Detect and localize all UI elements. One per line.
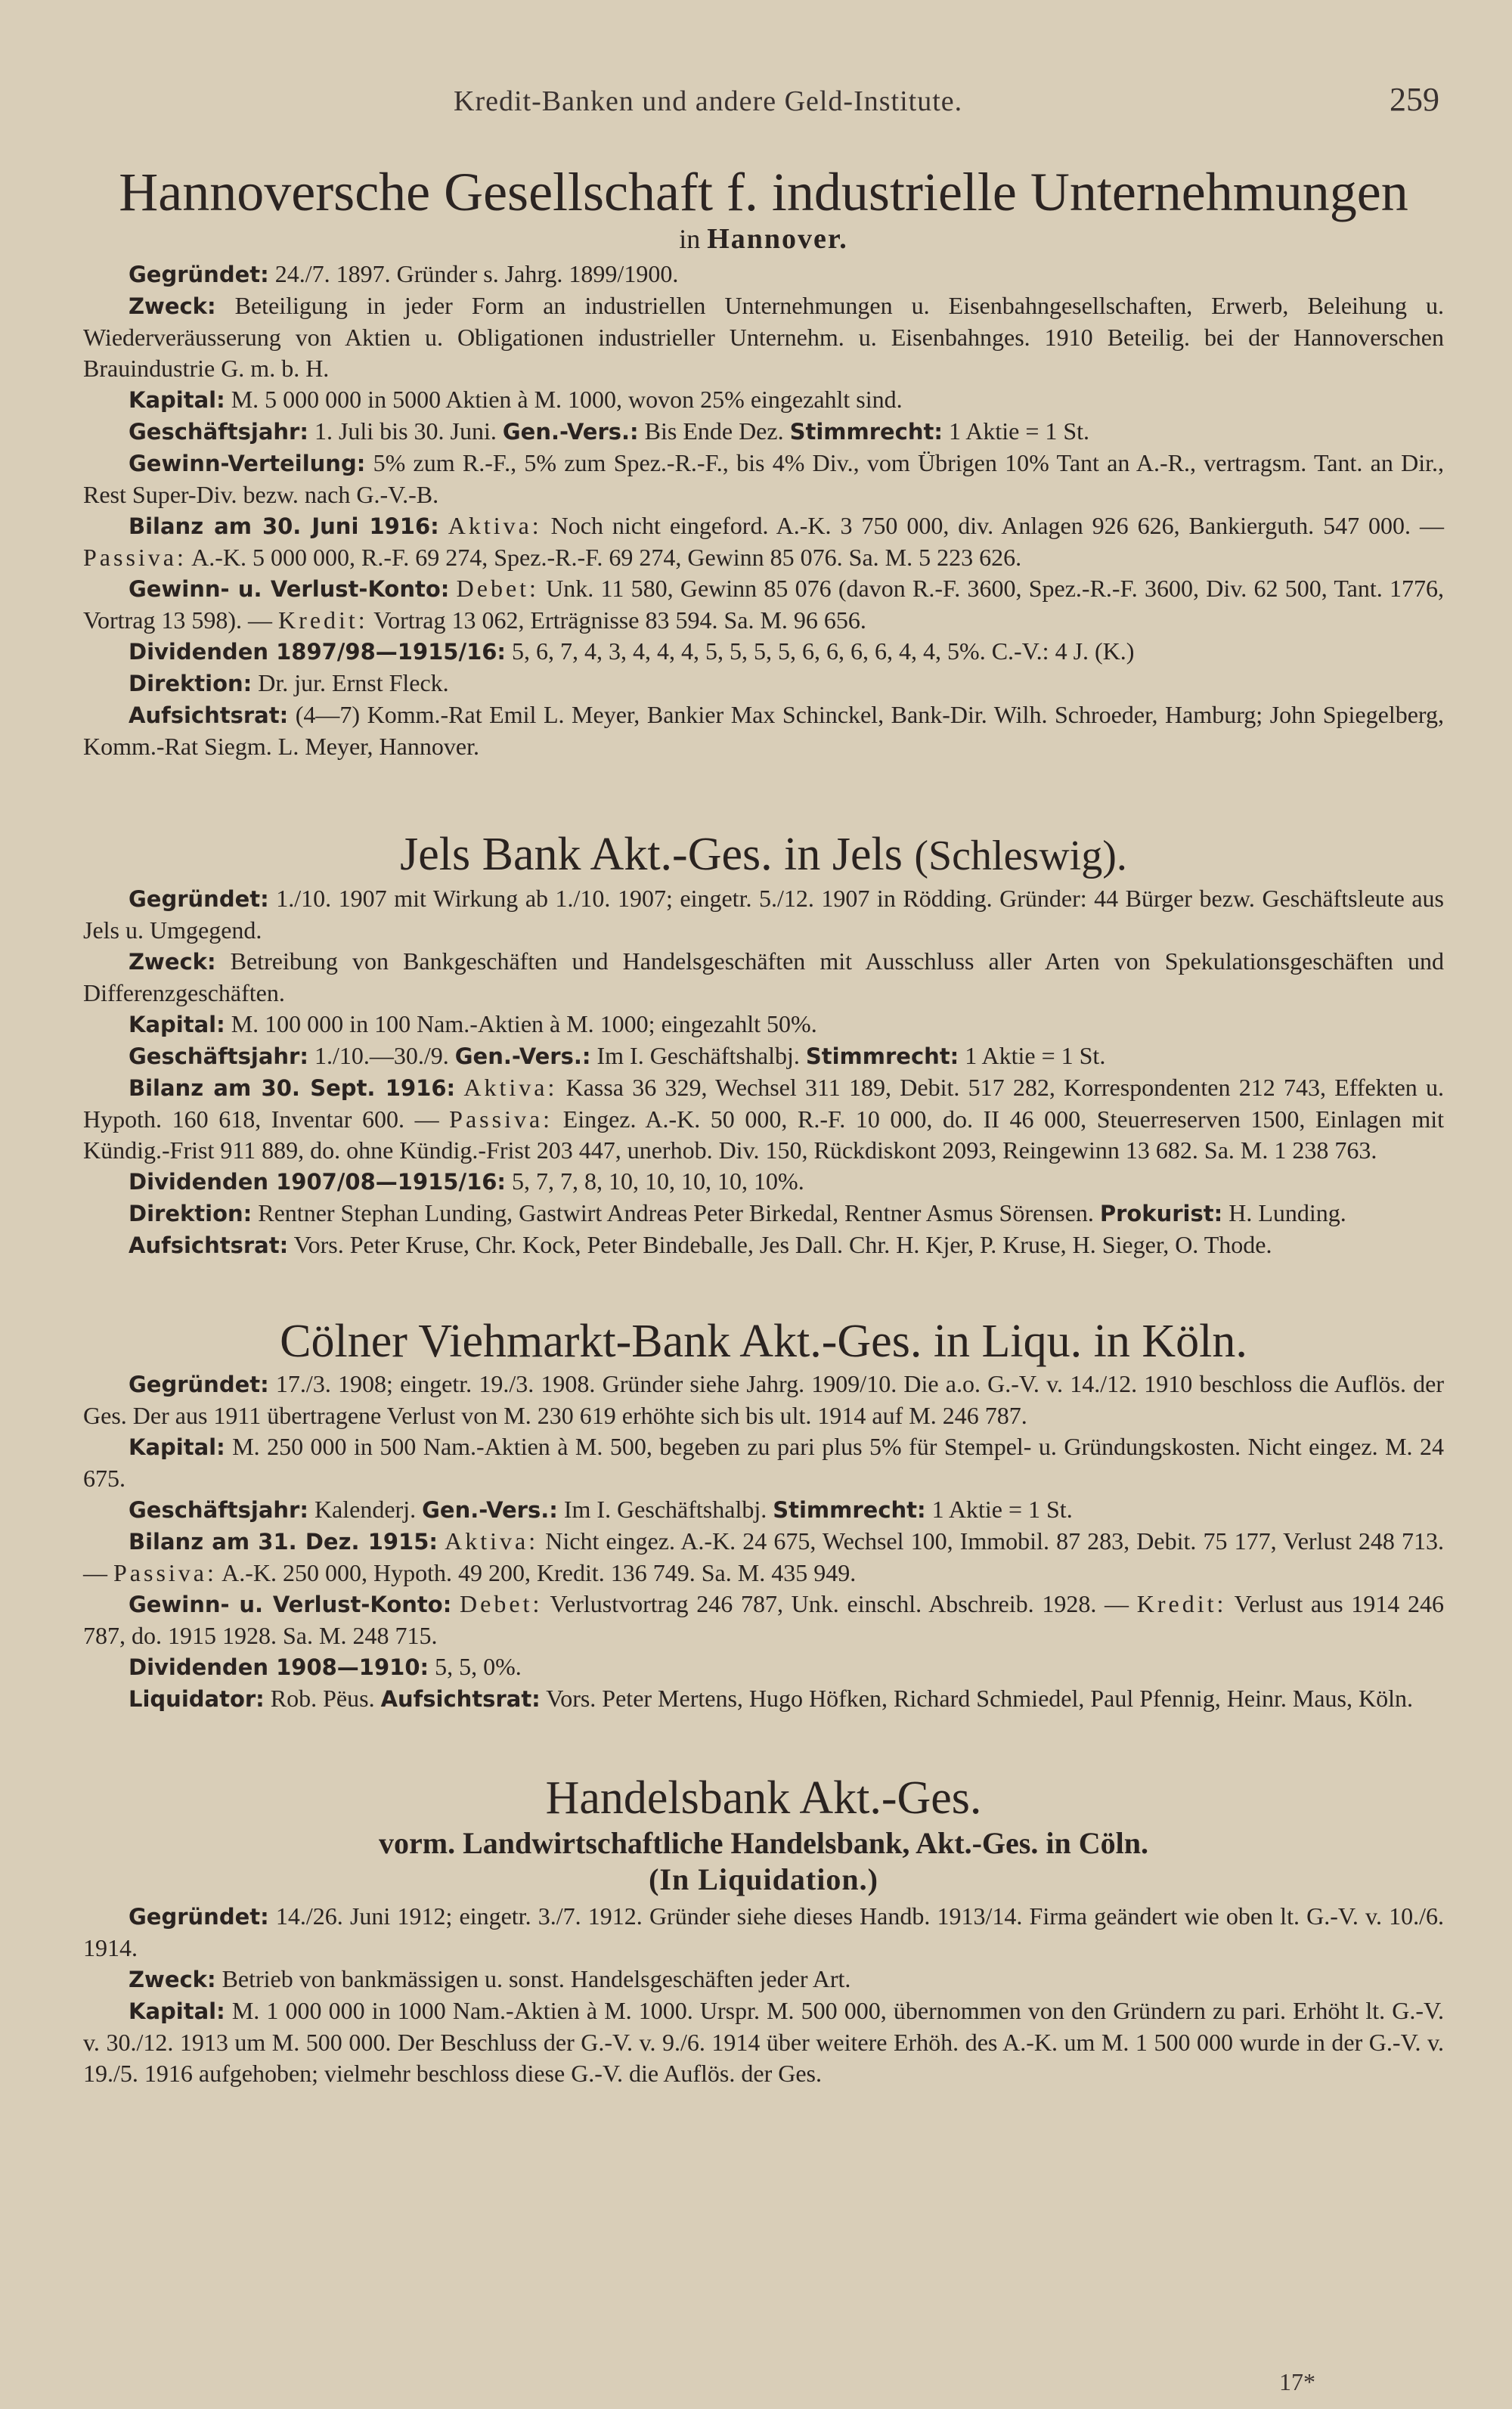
- capital: [83, 384, 1444, 416]
- founded: [83, 1901, 1444, 1964]
- balance-sheet: [83, 1526, 1444, 1589]
- value: Noch nicht eingeford. A.-K. 3 750 000, div. Anlagen 926 626, Bankierguth. 547 000. —: [550, 512, 1444, 539]
- founded: [83, 1369, 1444, 1431]
- label: Direktion:: [129, 1201, 253, 1226]
- value: Verlustvortrag 246 787, Unk. einschl. Abschreib. 1928. —: [550, 1590, 1129, 1617]
- label: Zweck:: [129, 293, 216, 319]
- value: M. 5 000 000 in 5000 Aktien à M. 1000, wovon 25% eingezahlt sind.: [231, 386, 903, 413]
- entry-status: (In Liquidation.): [649, 1862, 878, 1896]
- label: Gen.-Vers.:: [422, 1497, 558, 1523]
- label: Kapital:: [129, 1434, 225, 1460]
- label: Gewinn- u. Verlust-Konto:: [129, 576, 450, 602]
- label: Aufsichtsrat:: [129, 1232, 289, 1258]
- label: Aktiva:: [463, 1074, 558, 1101]
- label: Prokurist:: [1099, 1201, 1223, 1226]
- label: Gegründet:: [129, 262, 269, 287]
- value: 1./10. 1907 mit Wirkung ab 1./10. 1907; eingetr. 5./12. 1907 in Rödding. Gründer: 44 Bürger bezw. Geschäftsleute aus Jels u. Umgegend.: [83, 885, 1445, 944]
- value: Im I. Geschäftshalbj.: [596, 1042, 800, 1069]
- value: 1 Aktie = 1 St.: [948, 417, 1090, 445]
- label: Aufsichtsrat:: [380, 1686, 541, 1712]
- value: 24./7. 1897. Gründer s. Jahrg. 1899/1900.: [274, 260, 679, 287]
- value: Bis Ende Dez.: [644, 417, 784, 445]
- entry-hannoversche: [83, 162, 1444, 762]
- value: Eingez. A.-K. 50 000, R.-F. 10 000, do. II 46 000, Steuerreserven 1500, Einlagen mit Kündig.-Frist 911 889, do. ohne Kündig.-Frist 203 447, unerhob. Div. 150, Rückdiskont 2093, Reingewinn 13 682. Sa. M. 1 238 763.: [83, 1105, 1444, 1164]
- label: Gewinn-Verteilung:: [129, 451, 366, 476]
- label: Kapital:: [129, 1012, 225, 1037]
- entry-coelner-viehmarkt-bank: [83, 1314, 1444, 1715]
- dividends: [83, 636, 1444, 668]
- management: [83, 1198, 1444, 1229]
- entry-subtitle: vorm. Landwirtschaftliche Handelsbank, Akt.-Ges. in Cöln.: [379, 1826, 1148, 1860]
- value: Vors. Peter Mertens, Hugo Höfken, Richard Schmiedel, Paul Pfennig, Heinr. Maus, Köln.: [546, 1685, 1413, 1712]
- label: Kredit:: [278, 606, 368, 634]
- value: 5, 6, 7, 4, 3, 4, 4, 4, 5, 5, 5, 5, 6, 6, 6, 6, 4, 4, 5%. C.-V.: 4 J. (K.): [512, 637, 1135, 665]
- profit-loss: [83, 1589, 1444, 1651]
- balance-sheet: [83, 1072, 1444, 1166]
- value: A.-K. 5 000 000, R.-F. 69 274, Spez.-R.-F. 69 274, Gewinn 85 076. Sa. M. 5 223 626.: [191, 544, 1022, 571]
- label: Debet:: [460, 1590, 543, 1617]
- entry-title: Handelsbank Akt.-Ges.: [545, 1772, 982, 1824]
- value: 17./3. 1908; eingetr. 19./3. 1908. Gründer siehe Jahrg. 1909/10. Die a.o. G.-V. v. 14./12. 1910 beschloss die Auflös. der Ges. Der aus 1911 übertragene Verlust von M. 230 619 erhöhte sich bis ult. 1914 auf M. 246 787.: [83, 1370, 1445, 1429]
- value: Beteiligung in jeder Form an industriellen Unternehmungen u. Eisenbahngesellschaften, Erwerb, Beleihung u. Wiederveräusserung von Aktien u. Obligationen industrieller Unternehm. u. Eisenbahnges. 1910 Beteilig. bei der Hannoverschen Brauindustrie G. m. b. H.: [83, 292, 1445, 382]
- profit-loss: [83, 573, 1444, 636]
- entry-title: Cölner Viehmarkt-Bank Akt.-Ges. in Liqu. in Köln.: [280, 1316, 1247, 1367]
- founded: [83, 883, 1444, 946]
- label: Gen.-Vers.:: [454, 1043, 591, 1069]
- value: Nicht eingez. A.-K. 24 675, Wechsel 100, Immobil. 87 283, Debit. 75 177, Verlust 248 713. —: [83, 1527, 1445, 1586]
- running-title: Kredit-Banken und andere Geld-Institute.: [454, 85, 963, 117]
- subtitle-prefix: in: [679, 224, 701, 254]
- title-text: Jels Bank Akt.-Ges. in Jels: [400, 829, 903, 880]
- value: Rentner Stephan Lunding, Gastwirt Andreas Peter Birkedal, Rentner Asmus Sörensen.: [258, 1199, 1094, 1226]
- value: 1 Aktie = 1 St.: [965, 1042, 1106, 1069]
- label: Kapital:: [129, 1998, 225, 2024]
- capital: [83, 1431, 1444, 1494]
- fiscal-info: [83, 1494, 1444, 1526]
- capital: [83, 1009, 1444, 1040]
- value: M. 1 000 000 in 1000 Nam.-Aktien à M. 1000. Urspr. M. 500 000, übernommen von den Gründern zu pari. Erhöht lt. G.-V. v. 30./12. 1913 um M. 500 000. Der Beschluss der G.-V. v. 9./6. 1914 über weitere Erhöh. des A.-K. um M. 1 500 000 wurde in der G.-V. v. 19./5. 1916 aufgehoben; vielmehr beschloss diese G.-V. die Auflös. der Ges.: [83, 1997, 1444, 2087]
- value: A.-K. 250 000, Hypoth. 49 200, Kredit. 136 749. Sa. M. 435 949.: [222, 1559, 857, 1586]
- label: Gegründet:: [129, 1904, 269, 1930]
- purpose: [83, 1964, 1444, 1995]
- label: Stimmrecht:: [789, 419, 943, 445]
- label: Gegründet:: [129, 1372, 269, 1397]
- value: Rob. Pëus.: [270, 1685, 375, 1712]
- dividends: [83, 1166, 1444, 1198]
- balance-sheet: [83, 510, 1444, 573]
- running-head: [0, 81, 1512, 130]
- label: Aktiva:: [448, 512, 542, 539]
- value: Vortrag 13 062, Erträgnisse 83 594. Sa. M. 96 656.: [373, 606, 866, 634]
- label: Dividenden 1908—1910:: [129, 1654, 429, 1680]
- value: 5, 5, 0%.: [435, 1653, 522, 1680]
- supervisory-board: [83, 1229, 1444, 1261]
- label: Passiva:: [83, 544, 187, 571]
- label: Geschäftsjahr:: [129, 419, 308, 445]
- label: Geschäftsjahr:: [129, 1497, 308, 1523]
- value: Betrieb von bankmässigen u. sonst. Handelsgeschäften jeder Art.: [222, 1965, 851, 1992]
- label: Dividenden 1907/08—1915/16:: [129, 1169, 507, 1195]
- signature-mark: 17*: [1279, 2368, 1315, 2395]
- value: Dr. jur. Ernst Fleck.: [258, 669, 449, 696]
- label: Liquidator:: [129, 1686, 265, 1712]
- value: Kalenderj.: [314, 1496, 417, 1523]
- label: Debet:: [456, 575, 539, 602]
- value: Im I. Geschäftshalbj.: [563, 1496, 767, 1523]
- value: M. 250 000 in 500 Nam.-Aktien à M. 500, begeben zu pari plus 5% für Stempel- u. Gründungskosten. Nicht eingez. M. 24 675.: [83, 1433, 1445, 1492]
- entry-subtitle: [83, 222, 1444, 256]
- entry-jels-bank: [83, 827, 1444, 1261]
- supervisory-board: [83, 699, 1444, 762]
- label: Passiva:: [449, 1105, 553, 1133]
- purpose: [83, 290, 1444, 384]
- label: Passiva:: [113, 1559, 217, 1586]
- profit-distribution: [83, 448, 1444, 510]
- value: H. Lunding.: [1228, 1199, 1346, 1226]
- value: 1./10.—30./9.: [314, 1042, 449, 1069]
- spacer: [83, 1261, 1444, 1314]
- management: [83, 668, 1444, 699]
- label: Kredit:: [1136, 1590, 1227, 1617]
- label: Geschäftsjahr:: [129, 1043, 308, 1069]
- label: Bilanz am 31. Dez. 1915:: [129, 1529, 438, 1555]
- subtitle-city: Hannover.: [707, 223, 848, 255]
- label: Zweck:: [129, 1967, 216, 1992]
- label: Gen.-Vers.:: [502, 419, 639, 445]
- founded: [83, 259, 1444, 290]
- value: 5% zum R.-F., 5% zum Spez.-R.-F., bis 4% Div., vom Übrigen 10% Tant an A.-R., vertragsm. Tant. an Dir., Rest Super-Div. bezw. nach G.-V.-B.: [83, 449, 1445, 508]
- fiscal-info: [83, 1040, 1444, 1072]
- page-body: [83, 162, 1444, 2089]
- label: Direktion:: [129, 671, 253, 696]
- spacer: [83, 762, 1444, 827]
- value: 14./26. Juni 1912; eingetr. 3./7. 1912. Gründer siehe dieses Handb. 1913/14. Firma geändert wie oben lt. G.-V. v. 10./6. 1914.: [83, 1902, 1445, 1961]
- value: M. 100 000 in 100 Nam.-Aktien à M. 1000; eingezahlt 50%.: [231, 1010, 817, 1037]
- fiscal-info: [83, 416, 1444, 448]
- label: Bilanz am 30. Juni 1916:: [129, 513, 439, 539]
- label: Gegründet:: [129, 886, 269, 912]
- value: (4—7) Komm.-Rat Emil L. Meyer, Bankier Max Schinckel, Bank-Dir. Wilh. Schroeder, Hamburg; John Spiegelberg, Komm.-Rat Siegm. L. Meyer, Hannover.: [83, 701, 1445, 760]
- title-location: (Schleswig).: [914, 832, 1127, 879]
- value: Betreibung von Bankgeschäften und Handelsgeschäften mit Ausschluss aller Arten von Spekulationsgeschäften und Differenzgeschäften.: [83, 947, 1445, 1006]
- page-number: 259: [1390, 81, 1439, 118]
- label: Aufsichtsrat:: [129, 702, 289, 728]
- entry-title: Hannoversche Gesellschaft f. industrielle Unternehmungen: [119, 162, 1408, 222]
- purpose: [83, 946, 1444, 1009]
- label: Stimmrecht:: [773, 1497, 926, 1523]
- value: 1. Juli bis 30. Juni.: [314, 417, 497, 445]
- spacer: [83, 1715, 1444, 1771]
- capital: [83, 1995, 1444, 2089]
- liquidator-board: [83, 1683, 1444, 1715]
- entry-title: [83, 827, 1444, 883]
- label: Bilanz am 30. Sept. 1916:: [129, 1075, 456, 1101]
- label: Dividenden 1897/98—1915/16:: [129, 639, 507, 665]
- value: 5, 7, 7, 8, 10, 10, 10, 10, 10%.: [512, 1167, 804, 1195]
- label: Zweck:: [129, 949, 216, 975]
- value: Verlust aus 1914 246 787, do. 1915 1928. Sa. M. 248 715.: [83, 1590, 1445, 1649]
- label: Aktiva:: [445, 1527, 539, 1555]
- value: 1 Aktie = 1 St.: [931, 1496, 1073, 1523]
- value: Kassa 36 329, Wechsel 311 189, Debit. 517 282, Korrespondenten 212 743, Effekten u. Hypoth. 160 618, Inventar 600. —: [83, 1074, 1445, 1133]
- dividends: [83, 1651, 1444, 1683]
- label: Gewinn- u. Verlust-Konto:: [129, 1592, 452, 1617]
- value: Vors. Peter Kruse, Chr. Kock, Peter Bindeballe, Jes Dall. Chr. H. Kjer, P. Kruse, H. Sieger, O. Thode.: [293, 1231, 1272, 1258]
- label: Stimmrecht:: [805, 1043, 959, 1069]
- entry-handelsbank: [83, 1771, 1444, 2089]
- label: Kapital:: [129, 387, 225, 413]
- value: Unk. 11 580, Gewinn 85 076 (davon R.-F. 3600, Spez.-R.-F. 3600, Div. 62 500, Tant. 1776, Vortrag 13 598). —: [83, 575, 1445, 634]
